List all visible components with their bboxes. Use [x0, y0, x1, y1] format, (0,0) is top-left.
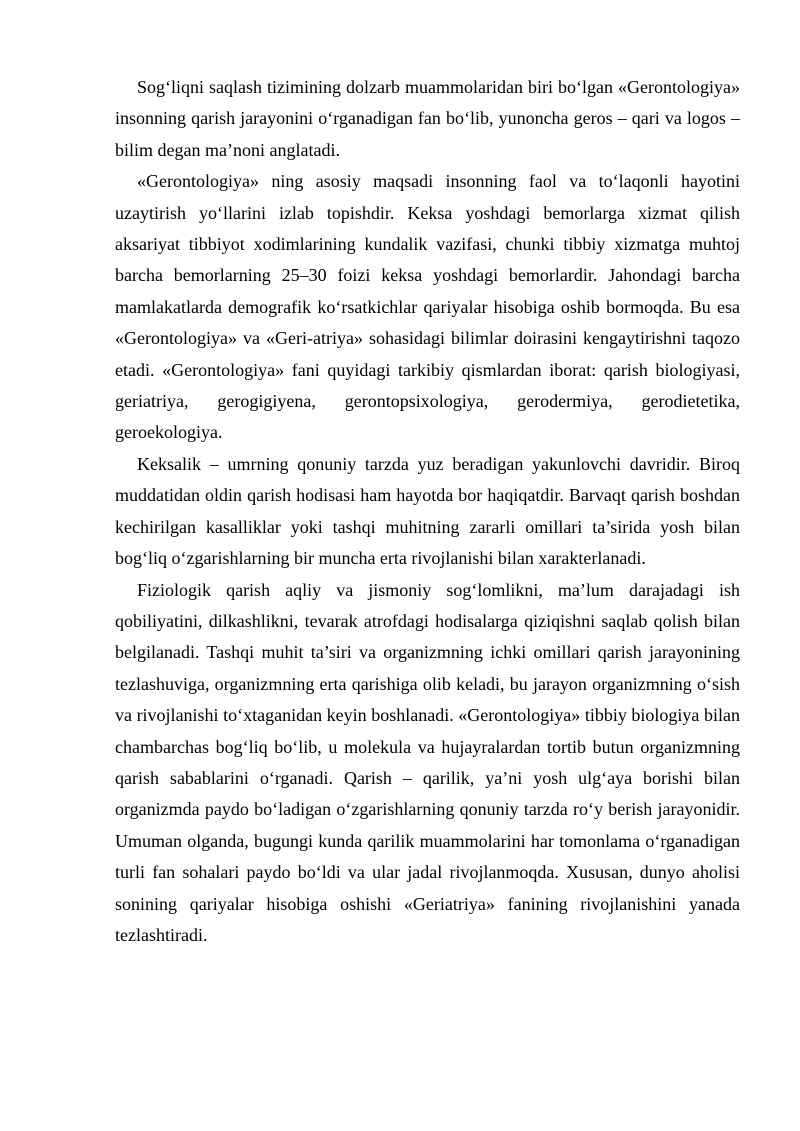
paragraph-1: Sog‘liqni saqlash tizimining dolzarb muammolaridan biri bo‘lgan «Gerontologiya» insonning qarish jarayonini o‘rganadigan fan bo‘lib, yunoncha geros – qari va logos – bilim degan ma’noni anglatadi.: [115, 77, 740, 160]
paragraph-4: Fiziologik qarish aqliy va jismoniy sog‘lomlikni, ma’lum darajadagi ish qobiliyatini, dilkashlikni, tevarak atrofdagi hodisalarga qiziqishni saqlab qolish bilan belgilanadi. Tashqi muhit ta’siri va organizmning ichki omillari qarish jarayonining tezlashuviga, organizmning erta qarishiga olib keladi, bu jarayon organizmning o‘sish va rivojlanishi to‘xtaganidan keyin boshlanadi. «Gerontologiya» tibbiy biologiya bilan chambarchas bog‘liq bo‘lib, u molekula va hujayralardan tortib butun organizmning qarish sabablarini o‘rganadi. Qarish – qarilik, ya’ni yosh ulg‘aya borishi bilan organizmda paydo bo‘ladigan o‘zgarishlarning qonuniy tarzda ro‘y berish jarayonidir. Umuman olganda, bugungi kunda qarilik muammolarini har tomonlama o‘rganadigan turli fan sohalari paydo bo‘ldi va ular jadal rivojlanmoqda. Xususan, dunyo aholisi sonining qariyalar hisobiga oshishi «Geriatriya» fanining rivojlanishini yanada tezlashtiradi.: [115, 579, 740, 945]
paragraph-3: Keksalik – umrning qonuniy tarzda yuz beradigan yakunlovchi davridir. Biroq muddatidan oldin qarish hodisasi ham hayotda bor haqiqatdir. Barvaqt qarish boshdan kechirilgan kasalliklar yoki tashqi muhitning zararli omillari ta’sirida yosh bilan bog‘liq o‘zgarishlarning bir muncha erta rivojlanishi bilan xarakterlanadi.: [115, 453, 740, 569]
paragraph-2: «Gerontologiya» ning asosiy maqsadi insonning faol va to‘laqonli hayotini uzaytirish yo‘llarini izlab topishdir. Keksa yoshdagi bemorlarga xizmat qilish aksariyat tibbiyot xodimlarining kundalik vazifasi, chunki tibbiy xizmatga muhtoj barcha bemorlarning 25–30 foizi keksa yoshdagi bemorlardir. Jahondagi barcha mamlakatlarda demografik ko‘rsatkichlar qariyalar hisobiga oshib bormoqda. Bu esa «Gerontologiya» va «Geri-atriya» sohasidagi bilimlar doirasini kengaytirishni taqozo etadi. «Gerontologiya» fani quyidagi tarkibiy qismlardan iborat: qarish biologiyasi, geriatriya, gerogigiyena, gerontopsixologiya, gerodermiya, gerodietetika, geroekologiya.: [115, 171, 740, 443]
document-page: [115, 72, 740, 951]
